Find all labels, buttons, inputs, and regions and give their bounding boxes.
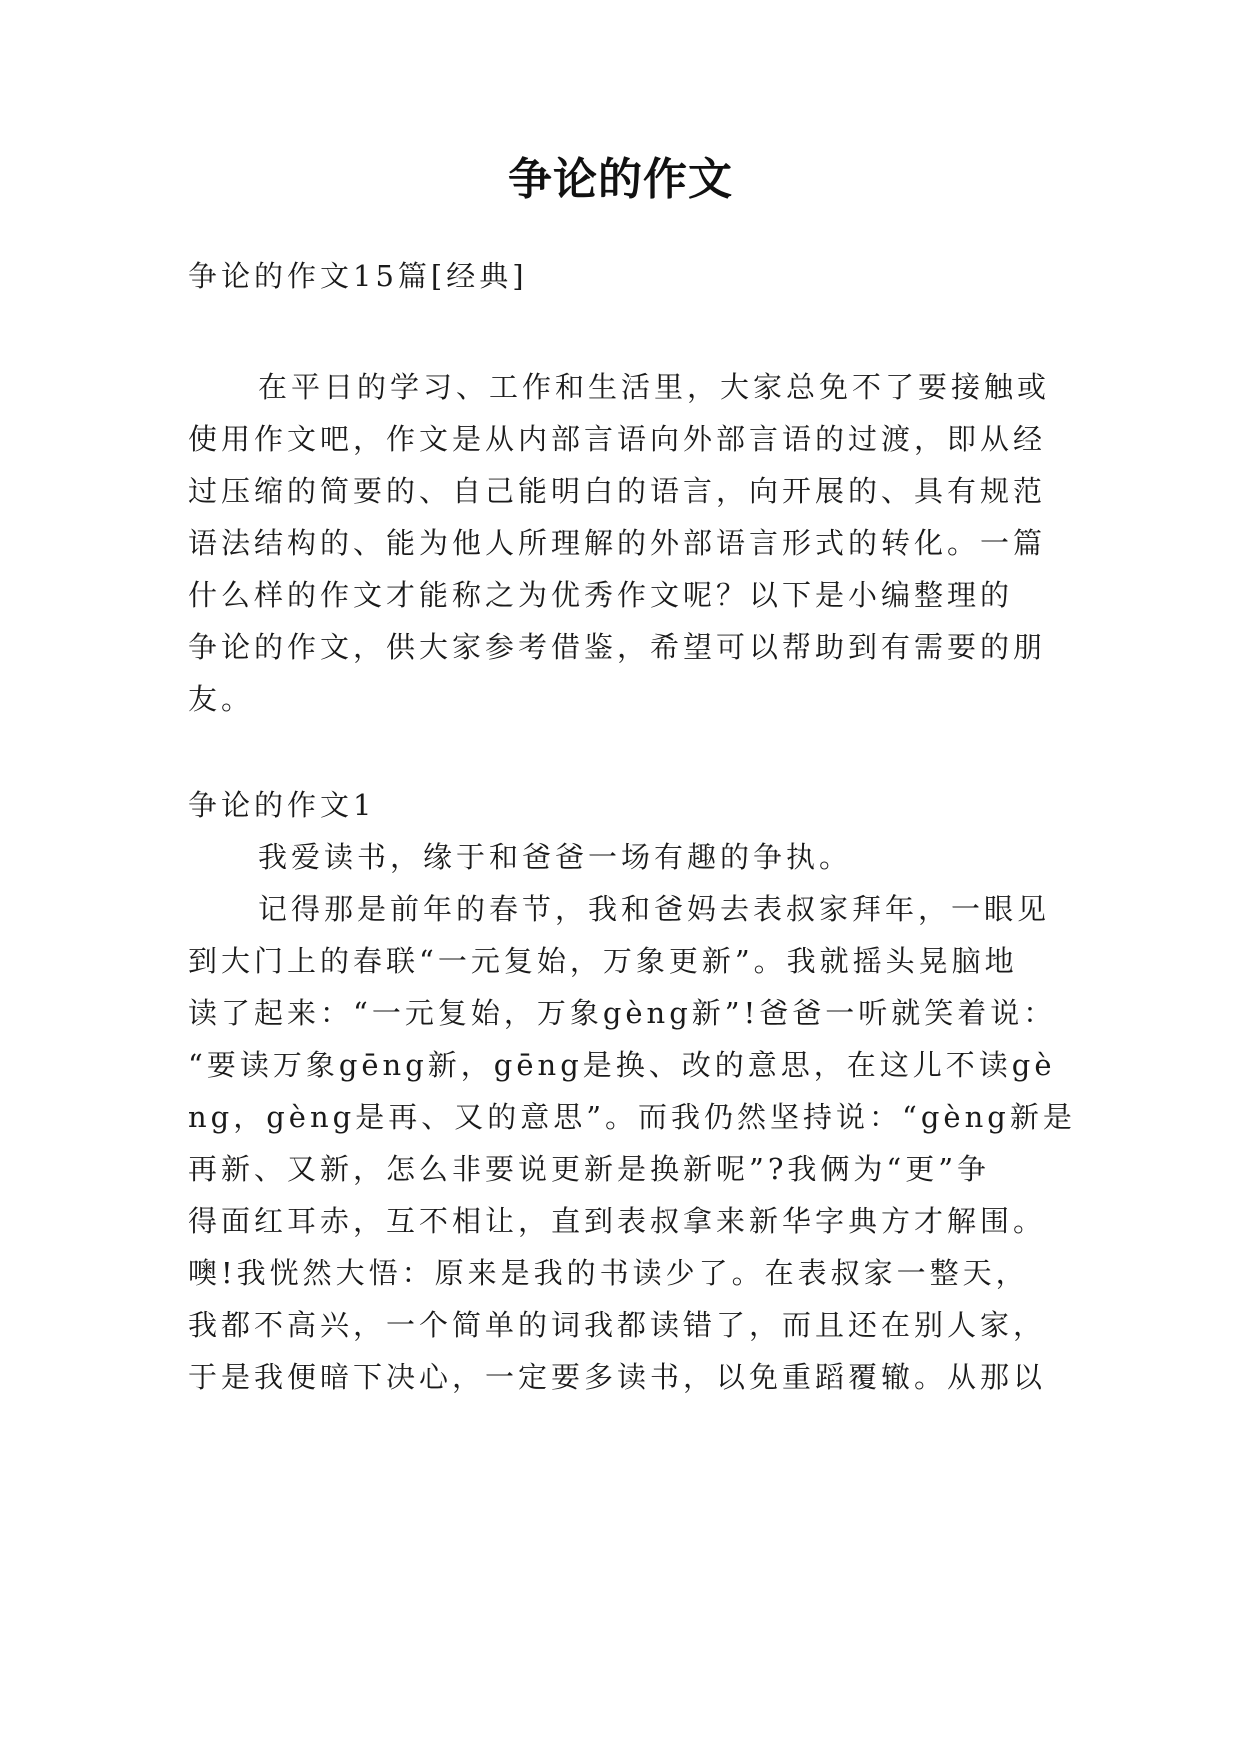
intro-line: 什么样的作文才能称之为优秀作文呢？以下是小编整理的 bbox=[188, 578, 1014, 612]
paragraph-line: 我爱读书，缘于和爸爸一场有趣的争执。 bbox=[258, 840, 853, 874]
paragraph-line: 得面红耳赤，互不相让，直到表叔拿来新华字典方才解围。 bbox=[188, 1204, 1047, 1238]
paragraph-line: 噢!我恍然大悟：原来是我的书读少了。在表叔家一整天， bbox=[188, 1256, 1029, 1290]
paragraph-line: ng，gèng是再、又的意思”。而我仍然坚持说：“gèng新是 bbox=[188, 1100, 1076, 1134]
intro-line: 过压缩的简要的、自己能明白的语言，向开展的、具有规范 bbox=[188, 474, 1047, 508]
intro-line: 语法结构的、能为他人所理解的外部语言形式的转化。一篇 bbox=[188, 526, 1047, 560]
paragraph-line: 到大门上的春联“一元复始，万象更新”。我就摇头晃脑地 bbox=[188, 944, 1018, 978]
intro-line: 争论的作文，供大家参考借鉴，希望可以帮助到有需要的朋 bbox=[188, 630, 1047, 664]
section-heading: 争论的作文1 bbox=[188, 788, 376, 822]
intro-line: 在平日的学习、工作和生活里，大家总免不了要接触或 bbox=[258, 370, 1051, 404]
paragraph-line: 记得那是前年的春节，我和爸妈去表叔家拜年，一眼见 bbox=[258, 892, 1051, 926]
paragraph-line: “要读万象gēng新，gēng是换、改的意思，在这儿不读gè bbox=[188, 1048, 1056, 1082]
page-title: 争论的作文 bbox=[508, 154, 733, 205]
paragraph-line: 我都不高兴，一个简单的词我都读错了，而且还在别人家， bbox=[188, 1308, 1047, 1342]
paragraph-line: 再新、又新，怎么非要说更新是换新呢”?我俩为“更”争 bbox=[188, 1152, 991, 1186]
intro-line: 友。 bbox=[188, 682, 255, 716]
paragraph-line: 读了起来：“一元复始，万象gèng新”!爸爸一听就笑着说： bbox=[188, 996, 1057, 1030]
paragraph-line: 于是我便暗下决心，一定要多读书，以免重蹈覆辙。从那以 bbox=[188, 1360, 1047, 1394]
document-subtitle: 争论的作文15篇[经典] bbox=[188, 259, 528, 293]
intro-line: 使用作文吧，作文是从内部言语向外部言语的过渡，即从经 bbox=[188, 422, 1047, 456]
